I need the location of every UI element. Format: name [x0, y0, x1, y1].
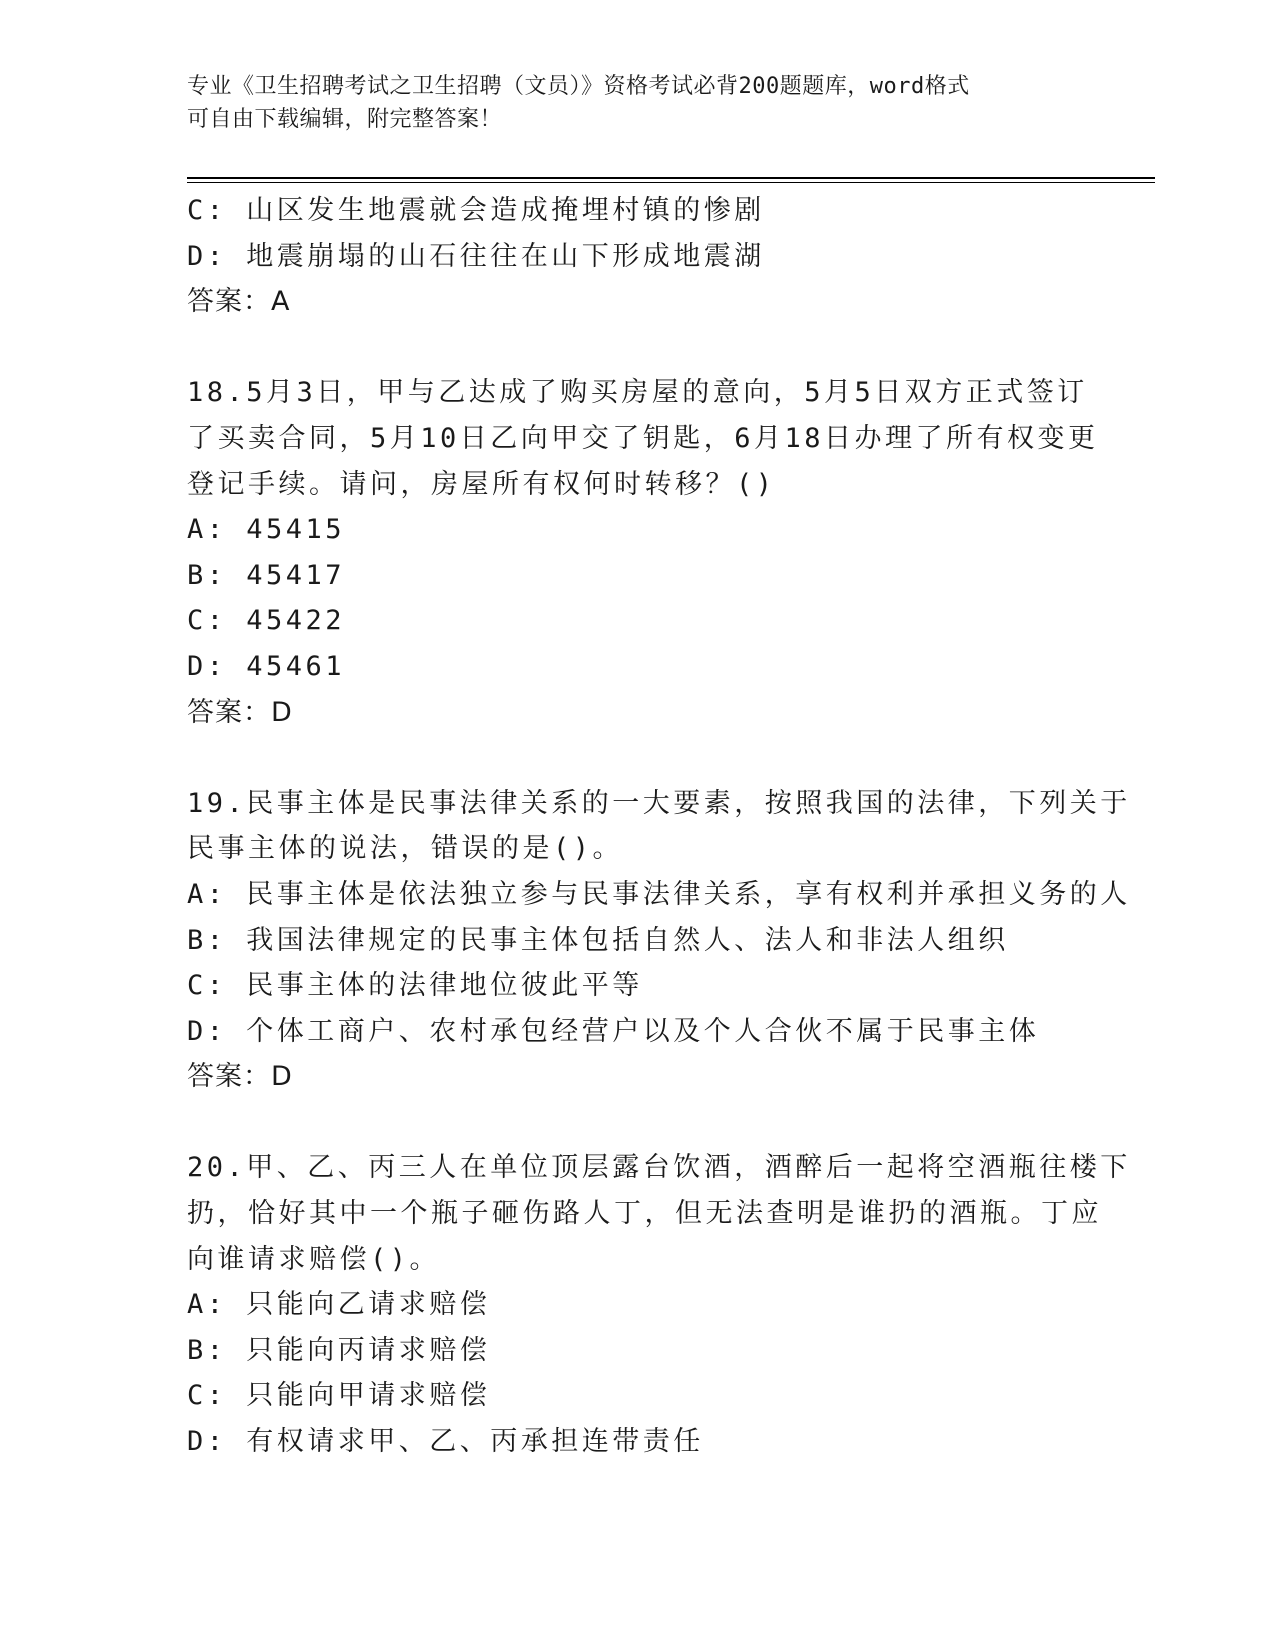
option-c: C: 山区发生地震就会造成掩埋村镇的惨剧 — [187, 195, 765, 226]
question-stem-line: 了买卖合同，5月10日乙向甲交了钥匙，6月18日办理了所有权变更 — [187, 422, 1099, 454]
question-stem-line: 向谁请求赔偿()。 — [187, 1243, 441, 1275]
option-c: C: 45422 — [187, 605, 346, 637]
question-list — [187, 188, 1131, 1465]
option-c: C: 民事主体的法律地位彼此平等 — [187, 970, 643, 1002]
answer-line: 答案：D — [187, 696, 293, 728]
question-spacer — [187, 1100, 1087, 1146]
question-stem-line: 18.5月3日，甲与乙达成了购买房屋的意向，5月5日双方正式签订 — [187, 377, 1088, 409]
header-line-2: 可自由下载编辑，附完整答案！ — [187, 107, 503, 132]
question-stem-line: 民事主体的说法，错误的是()。 — [187, 833, 624, 865]
option-a: A: 只能向乙请求赔偿 — [187, 1289, 491, 1321]
header-divider-thick — [187, 177, 1155, 179]
option-b: B: 只能向丙请求赔偿 — [187, 1334, 491, 1366]
question-spacer — [187, 325, 1087, 371]
option-d: D: 地震崩塌的山石往往在山下形成地震湖 — [187, 240, 765, 272]
question-stem-line: 登记手续。请问，房屋所有权何时转移？() — [187, 468, 776, 500]
answer-line: 答案：A — [187, 286, 291, 318]
question-18 — [187, 370, 1099, 735]
option-a: A: 45415 — [187, 514, 346, 546]
question-17-continued — [187, 188, 1087, 325]
option-d: D: 有权请求甲、乙、丙承担连带责任 — [187, 1426, 704, 1458]
option-b: B: 我国法律规定的民事主体包括自然人、法人和非法人组织 — [187, 924, 1009, 956]
header-line-1: 专业《卫生招聘考试之卫生招聘（文员）》资格考试必背200题题库，word格式 — [187, 74, 970, 99]
option-d: D: 个体工商户、农村承包经营户以及个人合伙不属于民事主体 — [187, 1015, 1040, 1047]
page-header — [187, 70, 1087, 136]
option-b: B: 45417 — [187, 559, 346, 591]
question-spacer — [187, 735, 1087, 781]
question-stem-line: 19.民事主体是民事法律关系的一大要素，按照我国的法律，下列关于 — [187, 787, 1131, 819]
answer-line: 答案：D — [187, 1061, 293, 1093]
option-d: D: 45461 — [187, 650, 346, 682]
question-19 — [187, 781, 1131, 1100]
question-stem-line: 扔，恰好其中一个瓶子砸伤路人丁，但无法查明是谁扔的酒瓶。丁应 — [187, 1198, 1102, 1230]
question-20 — [187, 1145, 1131, 1464]
header-divider-thin — [187, 182, 1155, 183]
option-a: A: 民事主体是依法独立参与民事法律关系，享有权利并承担义务的人 — [187, 878, 1131, 910]
option-c: C: 只能向甲请求赔偿 — [187, 1380, 491, 1412]
question-stem-line: 20.甲、乙、丙三人在单位顶层露台饮酒，酒醉后一起将空酒瓶往楼下 — [187, 1152, 1131, 1184]
